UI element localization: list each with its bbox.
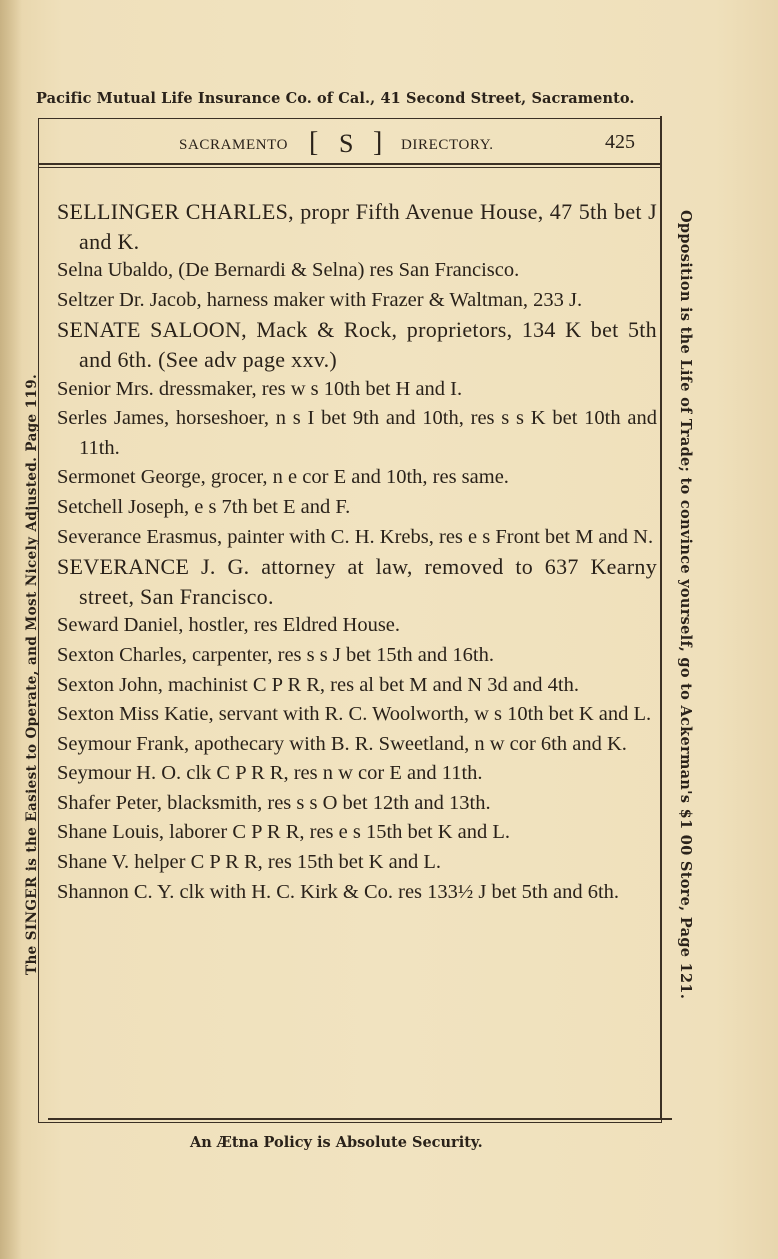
directory-entry: Sexton Charles, carpenter, res s s J bet 15th and 16th. bbox=[57, 643, 494, 666]
header-bracket-left: [ bbox=[309, 127, 319, 158]
directory-entry: Seward Daniel, hostler, res Eldred House. bbox=[57, 614, 401, 637]
directory-entry: Seymour H. O. clk C P R R, res n w cor E and 11th. bbox=[57, 762, 483, 785]
directory-entry: Seltzer Dr. Jacob, harness maker with Frazer & Waltman, 233 J. bbox=[57, 288, 583, 311]
frame-rule-right bbox=[660, 116, 662, 1118]
directory-entry: SELLINGER CHARLES, propr Fifth Avenue House, 47 5th bet J and K. bbox=[57, 199, 657, 254]
directory-entry: Seymour Frank, apothecary with B. R. Sweetland, n w cor 6th and K. bbox=[57, 732, 627, 755]
header-directory-word: DIRECTORY. bbox=[401, 137, 494, 153]
right-margin-advertisement: Opposition is the Life of Trade; to convince yourself, go to Ackerman's $1 00 Store, Page 121. bbox=[677, 210, 694, 1000]
bottom-advertisement: An Ætna Policy is Absolute Security. bbox=[190, 1134, 483, 1151]
directory-entry: Serles James, horseshoer, n s I bet 9th and 10th, res s s K bet 10th and 11th. bbox=[57, 407, 657, 459]
directory-entry: Senior Mrs. dressmaker, res w s 10th bet H and I. bbox=[57, 377, 463, 400]
directory-entry: Shannon C. Y. clk with H. C. Kirk & Co. res 133½ J bet 5th and 6th. bbox=[57, 880, 620, 903]
directory-entries bbox=[57, 197, 657, 907]
directory-entry: Setchell Joseph, e s 7th bet E and F. bbox=[57, 495, 351, 518]
directory-entry: Selna Ubaldo, (De Bernardi & Selna) res San Francisco. bbox=[57, 259, 520, 282]
page-number: 425 bbox=[605, 131, 635, 153]
directory-entry: Shafer Peter, blacksmith, res s s O bet 12th and 13th. bbox=[57, 791, 491, 814]
header-rule bbox=[39, 163, 661, 165]
page-edge-shadow bbox=[0, 0, 22, 1259]
directory-entry: Severance Erasmus, painter with C. H. Krebs, res e s Front bet M and N. bbox=[57, 525, 654, 548]
content-frame bbox=[38, 118, 662, 1123]
header-section-letter: S bbox=[339, 129, 354, 158]
running-header bbox=[39, 119, 661, 163]
directory-entry: SENATE SALOON, Mack & Rock, proprietors, 134 K bet 5th and 6th. (See adv page xxv.) bbox=[57, 317, 657, 372]
directory-entry: Sermonet George, grocer, n e cor E and 10th, res same. bbox=[57, 466, 509, 489]
left-margin-advertisement: The SINGER is the Easiest to Operate, and Most Nicely Adjusted. Page 119. bbox=[24, 373, 40, 975]
directory-entry: Sexton Miss Katie, servant with R. C. Woolworth, w s 10th bet K and L. bbox=[57, 703, 652, 726]
directory-entry: Shane Louis, laborer C P R R, res e s 15th bet K and L. bbox=[57, 821, 511, 844]
frame-rule-bottom bbox=[48, 1118, 672, 1120]
header-city: SACRAMENTO bbox=[179, 137, 289, 153]
header-bracket-right: ] bbox=[373, 127, 383, 158]
directory-entry: Sexton John, machinist C P R R, res al bet M and N 3d and 4th. bbox=[57, 673, 579, 696]
directory-entry: SEVERANCE J. G. attorney at law, removed to 637 Kearny street, San Francisco. bbox=[57, 554, 657, 609]
directory-entry: Shane V. helper C P R R, res 15th bet K and L. bbox=[57, 851, 441, 874]
top-advertisement: Pacific Mutual Life Insurance Co. of Cal., 41 Second Street, Sacramento. bbox=[36, 90, 635, 107]
header-rule bbox=[39, 167, 661, 168]
